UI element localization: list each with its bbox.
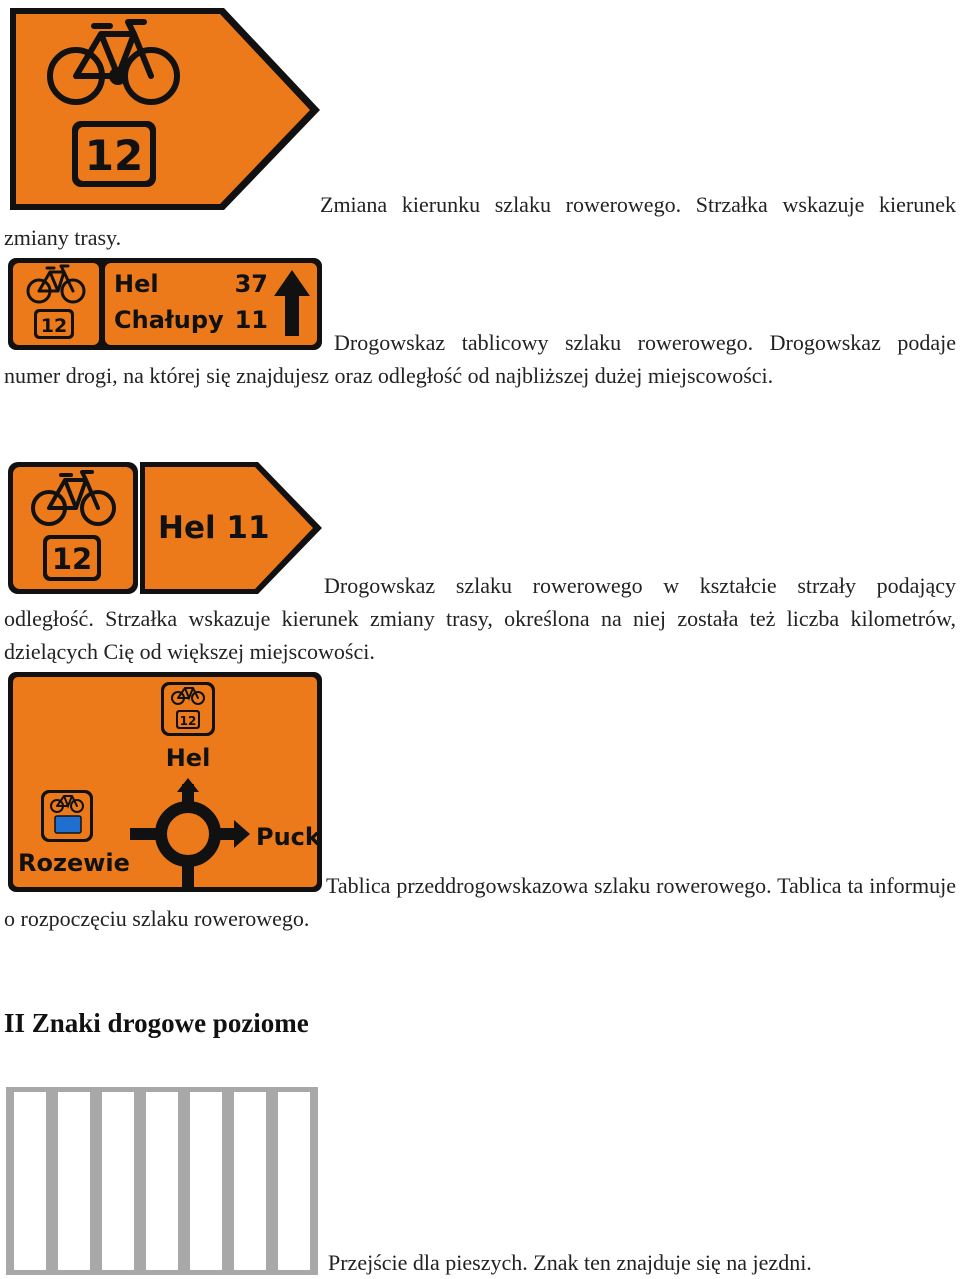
svg-text:Puck: Puck (256, 823, 321, 851)
svg-text:12: 12 (51, 542, 93, 576)
route-number-plate (72, 121, 156, 187)
caption-arrow-distance: Drogowskaz szlaku rowerowego w kształcie strzały podający odległość. Strzałka wskazuje kierunek zmiany trasy, określona na niej została też liczba kilometrów, dzielących Cię od większej miejscowości. (4, 573, 956, 664)
route-marker (161, 682, 215, 736)
advance-direction-board (6, 670, 324, 894)
svg-text:12: 12 (179, 714, 197, 728)
svg-text:37: 37 (234, 270, 268, 298)
section-heading: II Znaki drogowe poziome (4, 1008, 309, 1038)
caption-route-change: Zmiana kierunku szlaku rowerowego. Strzałka wskazuje kierunek zmiany trasy. (4, 192, 956, 250)
svg-text:11: 11 (234, 306, 268, 334)
caption-advance-board: Tablica przeddrogowskazowa szlaku rowerowego. Tablica ta informuje o rozpoczęciu szlaku rowerowego. (4, 873, 956, 931)
svg-text:Hel 11: Hel 11 (158, 510, 270, 546)
svg-text:Hel: Hel (165, 744, 211, 772)
caption-zebra-crossing: Przejście dla pieszych. Znak ten znajduje się na jezdni. (328, 1250, 812, 1275)
svg-text:12: 12 (84, 131, 144, 180)
svg-text:Hel: Hel (114, 270, 159, 298)
svg-text:12: 12 (40, 315, 68, 337)
caption-table-sign: Drogowskaz tablicowy szlaku rowerowego. Drogowskaz podaje numer drogi, na której się znajdujesz oraz odległość od najbliższej dużej miejscowości. (4, 330, 956, 388)
svg-text:Rozewie: Rozewie (18, 849, 130, 877)
start-trail-marker (41, 790, 93, 842)
svg-text:Chałupy: Chałupy (114, 306, 224, 334)
route-change-arrow-sign (6, 4, 324, 214)
